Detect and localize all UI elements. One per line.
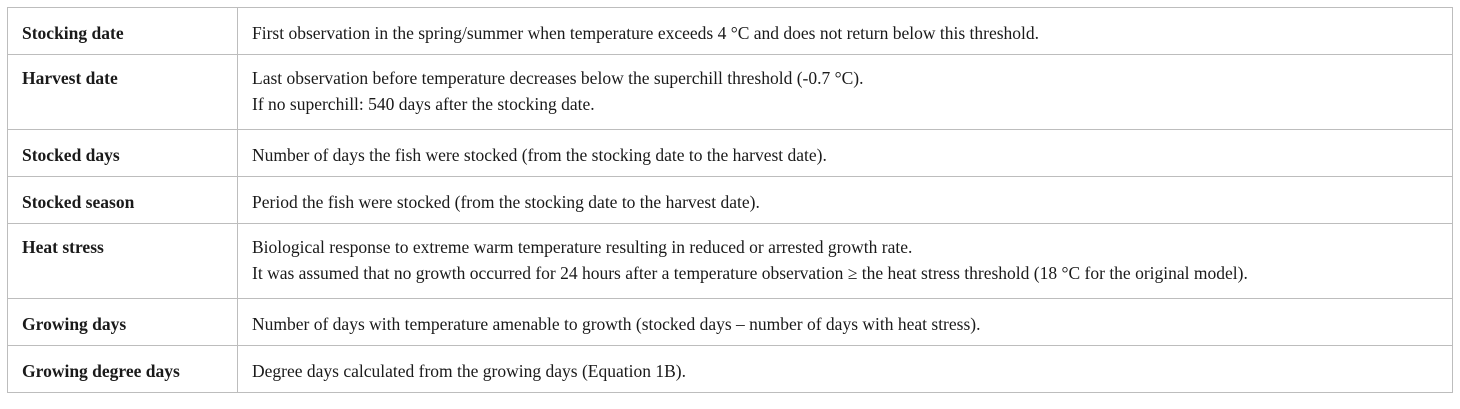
table-row-stocked-days: [8, 130, 1453, 177]
table-row-growing-degree-days: [8, 346, 1453, 393]
table-row-heat-stress: [8, 224, 1453, 299]
term-cell: [8, 224, 238, 299]
definition-cell: [238, 55, 1453, 130]
definition-cell: [238, 177, 1453, 224]
term-cell: [8, 346, 238, 393]
term-cell: [8, 299, 238, 346]
definition-cell: [238, 346, 1453, 393]
definition-text: Degree days calculated from the growing days (Equation 1B).: [252, 361, 686, 381]
definition-text: Number of days with temperature amenable to growth (stocked days – number of days with heat stress).: [252, 314, 981, 334]
term-cell: [8, 8, 238, 55]
definition-cell: [238, 224, 1453, 299]
definition-text: Biological response to extreme warm temperature resulting in reduced or arrested growth rate.: [252, 237, 913, 257]
term-label: Stocked days: [22, 145, 120, 165]
term-label: Growing days: [22, 314, 127, 334]
definition-text: If no superchill: 540 days after the stocking date.: [252, 94, 595, 114]
definition-text: Period the fish were stocked (from the stocking date to the harvest date).: [252, 192, 760, 212]
term-label: Growing degree days: [22, 361, 180, 381]
term-label: Stocked season: [22, 192, 135, 212]
table-row-growing-days: [8, 299, 1453, 346]
table-row-stocked-season: [8, 177, 1453, 224]
term-cell: [8, 130, 238, 177]
definition-text: Number of days the fish were stocked (from the stocking date to the harvest date).: [252, 145, 827, 165]
definition-text: First observation in the spring/summer when temperature exceeds 4 °C and does not return below this threshold.: [252, 23, 1040, 43]
definition-cell: [238, 130, 1453, 177]
term-label: Harvest date: [22, 68, 118, 88]
table-row-harvest-date: [8, 55, 1453, 130]
term-cell: [8, 177, 238, 224]
definition-text: Last observation before temperature decreases below the superchill threshold (-0.7 °C).: [252, 68, 864, 88]
definitions-table: [7, 7, 1453, 393]
definition-cell: [238, 299, 1453, 346]
table-row-stocking-date: [8, 8, 1453, 55]
term-label: Heat stress: [22, 237, 104, 257]
term-label: Stocking date: [22, 23, 124, 43]
definition-text: It was assumed that no growth occurred for 24 hours after a temperature observation ≥ the heat stress threshold (18 °C for the original model).: [252, 263, 1248, 283]
term-cell: [8, 55, 238, 130]
definition-cell: [238, 8, 1453, 55]
